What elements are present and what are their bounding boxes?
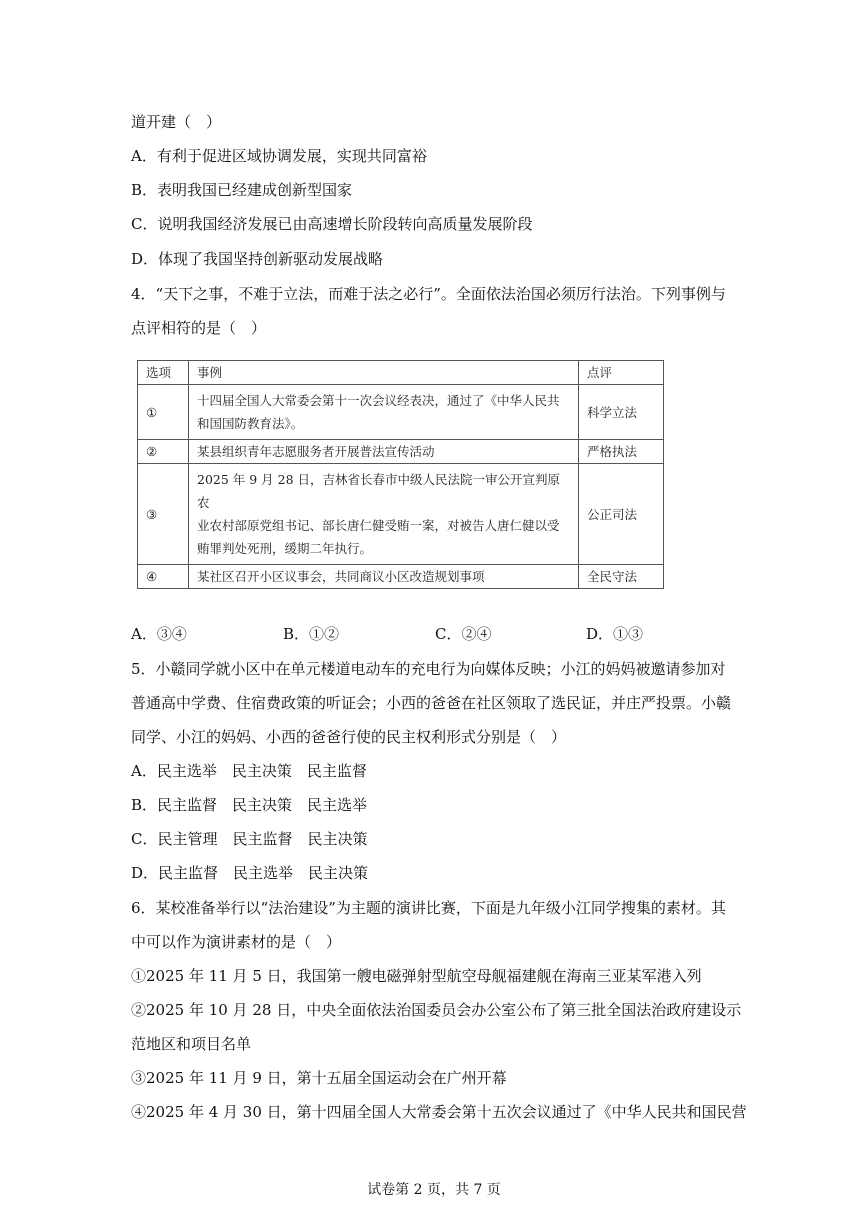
- q4-stem-line1: 4．“天下之事，不难于立法，而难于法之必行”。全面依法治国必须厉行法治。下列事例与: [131, 285, 726, 303]
- q5-option-b: B．民主监督 民主决策 民主选举: [131, 796, 368, 814]
- table-row: [138, 385, 664, 440]
- row-case-line: 某社区召开小区议事会，共同商议小区改造规划事项: [197, 569, 485, 584]
- q3-stem-tail: 道开建（ ）: [131, 113, 222, 131]
- row-option: ①: [138, 385, 189, 440]
- q5-option-d: D．民主监督 民主选举 民主决策: [131, 864, 369, 882]
- row-case-line: 2025 年 9 月 28 日，吉林省长春市中级人民法院一审公开宣判原农: [197, 472, 561, 510]
- page-footer: 试卷第 2 页，共 7 页: [367, 1182, 501, 1198]
- q5-stem-line1: 5．小赣同学就小区中在单元楼道电动车的充电行为向媒体反映；小江的妈妈被邀请参加对: [131, 660, 726, 678]
- q4-option-d: D．①③: [586, 625, 644, 643]
- q6-stem-line1: 6．某校准备举行以“法治建设”为主题的演讲比赛，下面是九年级小江同学搜集的素材。其: [131, 899, 726, 917]
- q5-option-c: C．民主管理 民主监督 民主决策: [131, 830, 368, 848]
- q3-option-c: C．说明我国经济发展已由高速增长阶段转向高质量发展阶段: [131, 215, 533, 233]
- q4-options: [131, 624, 751, 644]
- q6-item-2-line2: 范地区和项目名单: [131, 1035, 252, 1053]
- q3-option-a: A．有利于促进区域协调发展，实现共同富裕: [131, 147, 427, 165]
- q4-option-a: A．③④: [131, 625, 187, 643]
- row-case-line: 和国国防教育法》。: [197, 416, 304, 431]
- header-case: 事例: [189, 361, 579, 385]
- q3-option-b: B．表明我国已经建成创新型国家: [131, 181, 353, 199]
- table-row: [138, 565, 664, 589]
- row-option: ③: [138, 464, 189, 565]
- q6-item-1: ①2025 年 11 月 5 日，我国第一艘电磁弹射型航空母舰福建舰在海南三亚某军港入列: [131, 967, 702, 985]
- header-option: 选项: [138, 361, 189, 385]
- q6-item-4: ④2025 年 4 月 30 日，第十四届全国人大常委会第十五次会议通过了《中华人民共和国民营: [131, 1103, 747, 1121]
- row-case-line: 业农村部原党组书记、部长唐仁健受贿一案，对被告人唐仁健以受: [197, 518, 560, 533]
- row-comment: 全民守法: [579, 565, 664, 589]
- row-comment: 科学立法: [579, 385, 664, 440]
- row-comment: 公正司法: [579, 464, 664, 565]
- row-comment: 严格执法: [579, 440, 664, 464]
- row-case: [189, 440, 579, 464]
- row-option: ④: [138, 565, 189, 589]
- row-case-line: 十四届全国人大常委会第十一次会议经表决，通过了《中华人民共: [197, 393, 560, 408]
- table-row: [138, 464, 664, 565]
- q4-option-b: B．①②: [283, 625, 340, 643]
- q4-stem-line2: 点评相符的是（ ）: [131, 319, 267, 337]
- q4-table: [137, 360, 664, 589]
- row-case-line: 某县组织青年志愿服务者开展普法宣传活动: [197, 444, 435, 459]
- row-option: ②: [138, 440, 189, 464]
- table-header-row: [138, 361, 664, 385]
- row-case-line: 贿罪判处死刑，缓期二年执行。: [197, 541, 373, 556]
- q6-stem-line2: 中可以作为演讲素材的是（ ）: [131, 933, 342, 951]
- row-case: [189, 464, 579, 565]
- table-row: [138, 440, 664, 464]
- row-case: [189, 565, 579, 589]
- q5-stem-line3: 同学、小江的妈妈、小西的爸爸行使的民主权利形式分别是（ ）: [131, 728, 567, 746]
- q6-item-2-line1: ②2025 年 10 月 28 日，中央全面依法治国委员会办公室公布了第三批全国法治政府建设示: [131, 1001, 742, 1019]
- q4-option-c: C．②④: [435, 625, 492, 643]
- header-comment: 点评: [579, 361, 664, 385]
- q5-option-a: A．民主选举 民主决策 民主监督: [131, 762, 367, 780]
- q3-option-d: D．体现了我国坚持创新驱动发展战略: [131, 250, 384, 268]
- q5-stem-line2: 普通高中学费、住宿费政策的听证会；小西的爸爸在社区领取了选民证，并庄严投票。小赣: [131, 694, 732, 712]
- q6-item-3: ③2025 年 11 月 9 日，第十五届全国运动会在广州开幕: [131, 1069, 507, 1087]
- row-case: [189, 385, 579, 440]
